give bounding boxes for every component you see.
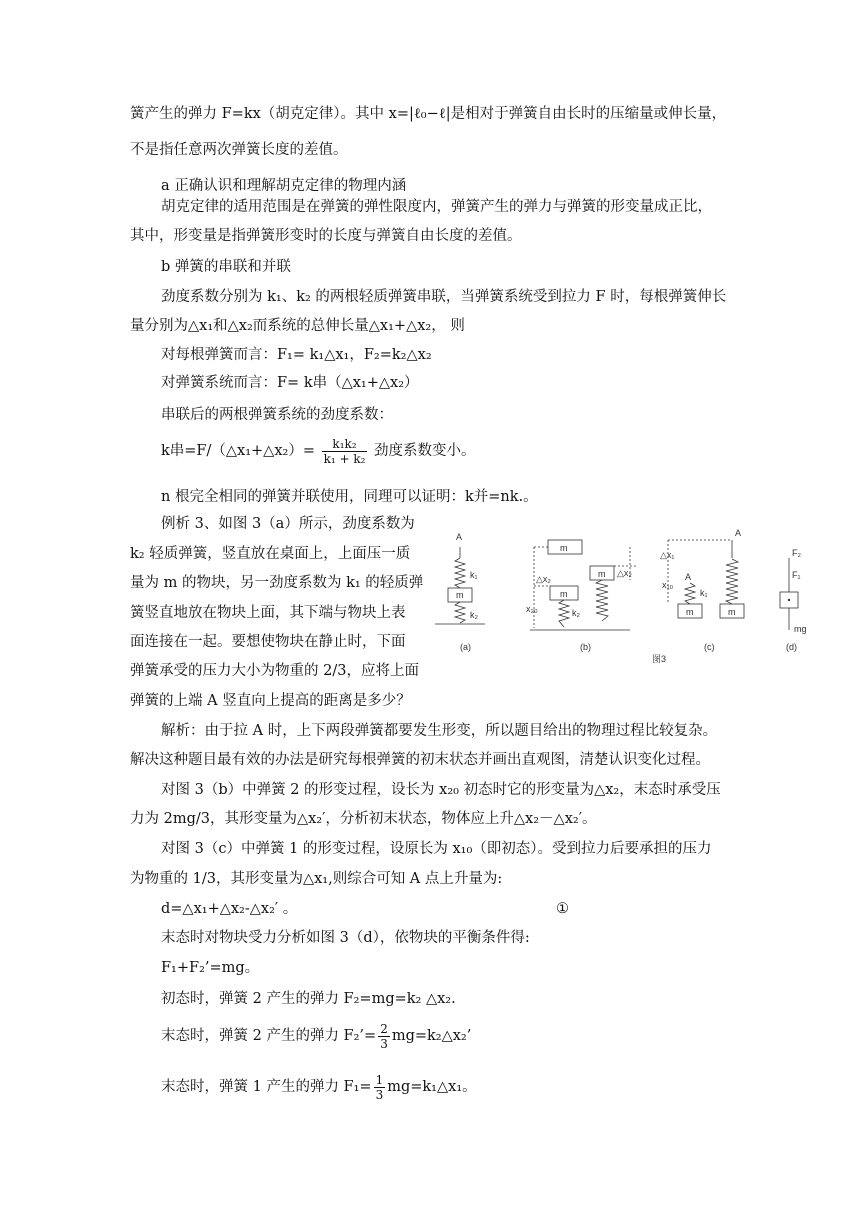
- label-k1-a: k₁: [470, 570, 478, 580]
- text-line: 初态时，弹簧 2 产生的弹力 F₂=mg=k₂ △x₂.: [161, 991, 456, 1007]
- text-line: 例析 3、如图 3（a）所示，劲度系数为: [161, 516, 415, 532]
- numerator: 1: [375, 1072, 384, 1087]
- denominator: k₁ + k₂: [323, 451, 366, 466]
- text-line: 对每根弹簧而言：F₁= k₁△x₁，F₂=k₂△x₂: [161, 347, 432, 363]
- formula-suffix: mg=k₂△x₂’: [391, 1028, 472, 1044]
- figure-3: [430, 520, 820, 670]
- text-line: 力为 2mg/3，其形变量为△x₂′，分析初末状态，物体应上升△x₂－△x₂′。: [130, 811, 597, 827]
- denominator: 3: [375, 1087, 384, 1102]
- formula-f1-final: [161, 1072, 477, 1102]
- label-sub-b: (b): [580, 642, 591, 652]
- label-m-c1: m: [686, 607, 694, 617]
- label-F1: F₁: [792, 570, 801, 580]
- text-line: n 根完全相同的弹簧并联使用，同理可以证明：k并=nk.。: [161, 489, 538, 505]
- text-line: d=△x₁+△x₂-△x₂′ 。: [161, 901, 298, 917]
- fraction: [374, 1073, 386, 1102]
- text-line: 其中，形变量是指弹簧形变时的长度与弹簧自由长度的差值。: [130, 228, 522, 244]
- denominator: 3: [380, 1036, 388, 1051]
- text-line: 串联后的两根弹簧系统的劲度系数：: [161, 407, 393, 423]
- label-sub-d: (d): [786, 642, 797, 652]
- text-line: 末态时对物块受力分析如图 3（d），依物块的平衡条件得:: [161, 930, 530, 946]
- label-m-b3: m: [598, 569, 606, 579]
- figure-caption: 图3: [652, 654, 667, 664]
- equation-number: ①: [556, 901, 569, 917]
- label-A-a: A: [456, 532, 463, 542]
- formula-f2-final: [161, 1021, 471, 1051]
- label-x20: x₂₀: [526, 604, 538, 614]
- text-line: 弹簧承受的压力大小为物重的 2/3，应将上面: [130, 663, 419, 679]
- fraction: [378, 1022, 390, 1051]
- numerator: k₁k₂: [322, 437, 368, 452]
- formula-prefix: 末态时，弹簧 1 产生的弹力 F₁=: [161, 1079, 372, 1095]
- numerator: 2: [380, 1021, 388, 1036]
- label-mg: mg: [794, 624, 807, 634]
- text-line: 量分别为△x₁和△x₂而系统的总伸长量△x₁+△x₂， 则: [130, 318, 465, 334]
- label-sub-c: (c): [704, 642, 715, 652]
- label-dx2-b: △x₂: [536, 574, 551, 584]
- text-line: 面连接在一起。要想使物块在静止时，下面: [130, 634, 406, 650]
- formula-k-series: [161, 436, 476, 466]
- label-m-b2: m: [560, 589, 568, 599]
- text-line: 不是指任意两次弹簧长度的差值。: [130, 142, 348, 158]
- formula-prefix: k串=F/（△x₁+△x₂）=: [161, 443, 315, 459]
- formula-suffix: 劲度系数变小。: [374, 443, 476, 459]
- formula-prefix: 末态时，弹簧 2 产生的弹力 F₂’=: [161, 1028, 377, 1044]
- text-line: a 正确认识和理解胡克定律的物理内涵: [161, 178, 407, 194]
- label-sub-a: (a): [460, 642, 471, 652]
- label-A-c1: A: [685, 572, 692, 582]
- text-line: k₂ 轻质弹簧，竖直放在桌面上，上面压一质: [130, 546, 411, 562]
- text-line: 为物重的 1/3，其形变量为△x₁,则综合可知 A 点上升量为:: [130, 871, 503, 887]
- text-line: 解决这种题目最有效的办法是研究每根弹簧的初末状态并画出直观图，清楚认识变化过程。: [130, 752, 710, 768]
- label-m-c2: m: [728, 607, 736, 617]
- label-F2: F₂: [792, 548, 801, 558]
- text-line: 对弹簧系统而言：F= k串（△x₁+△x₂）: [161, 375, 419, 391]
- text-line: 解析：由于拉 A 时，上下两段弹簧都要发生形变，所以题目给出的物理过程比较复杂。: [161, 723, 718, 739]
- text-line: 簧竖直地放在物块上面，其下端与物块上表: [130, 605, 406, 621]
- label-dx1-c: △x₁: [660, 550, 675, 560]
- text-line: 劲度系数分别为 k₁、k₂ 的两根轻质弹簧串联，当弹簧系统受到拉力 F 时，每根弹簧伸长: [161, 289, 727, 305]
- label-k1-c: k₁: [700, 588, 708, 598]
- label-m-a: m: [456, 590, 464, 600]
- text-line: b 弹簧的串联和并联: [161, 259, 291, 275]
- label-A-c2: A: [735, 528, 742, 538]
- text-line: F₁+F₂’=mg。: [161, 960, 260, 976]
- text-line: 胡克定律的适用范围是在弹簧的弹性限度内，弹簧产生的弹力与弹簧的形变量成正比，: [161, 199, 712, 215]
- label-k2-a: k₂: [470, 610, 478, 620]
- label-k2-b: k₂: [572, 608, 580, 618]
- label-m-b1: m: [560, 543, 568, 553]
- label-dx2-b2: △x₂: [617, 568, 632, 578]
- label-x10: x₁₀: [662, 580, 674, 590]
- fraction: [322, 437, 368, 466]
- formula-suffix: mg=k₁△x₁。: [387, 1079, 477, 1095]
- text-line: 对图 3（c）中弹簧 1 的形变过程，设原长为 x₁₀（即初态）。受到拉力后要承担的压力: [161, 841, 712, 857]
- text-line: 对图 3（b）中弹簧 2 的形变过程，设长为 x₂₀ 初态时它的形变量为△x₂，末态时承受压: [161, 782, 721, 798]
- text-line: 簧产生的弹力 F=kx（胡克定律）。其中 x=|ℓ₀−ℓ|是相对于弹簧自由长时的压缩量或伸长量，: [130, 106, 727, 122]
- text-line: 量为 m 的物块，另一劲度系数为 k₁ 的轻质弹: [130, 575, 424, 591]
- text-line: 弹簧的上端 A 竖直向上提高的距离是多少？: [130, 693, 411, 709]
